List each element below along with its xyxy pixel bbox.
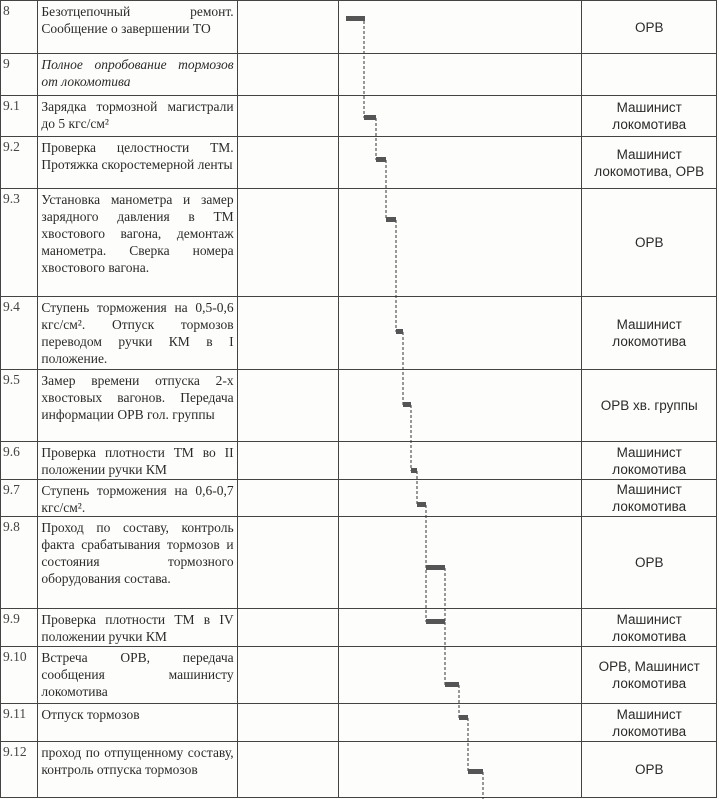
empty-cell [237,704,338,742]
empty-cell [237,742,338,798]
table-row [1,96,717,137]
operation-text: Безотцепочный ремонт. Сообщение о завершении ТО [38,1,237,54]
row-number: 8 [1,1,38,54]
timeline-cell [338,137,582,189]
table-row [1,297,717,370]
operation-text: Встреча ОРВ, передача сообщения машинисту локомотива [38,647,237,704]
operation-text: Полное опробование тормозов от локомотива [38,54,237,96]
responsible-cell: ОРВ, Машинист локомотива [582,647,717,704]
empty-cell [237,480,338,517]
responsible-cell: ОРВ хв. группы [582,370,717,442]
empty-cell [237,96,338,137]
table-row [1,704,717,742]
timeline-cell [338,480,582,517]
responsible-cell: Машинист локомотива [582,704,717,742]
row-number: 9.4 [1,297,38,370]
operation-text: Замер времени отпуска 2-х хвостовых вагонов. Передача информации ОРВ гол. группы [38,370,237,442]
responsible-cell: Машинист локомотива [582,480,717,517]
empty-cell [237,370,338,442]
operation-text: Проверка плотности ТМ в IV положении ручки КМ [38,609,237,647]
table-row [1,609,717,647]
timeline-cell [338,742,582,798]
operation-text: Отпуск тормозов [38,704,237,742]
operation-text: Проход по составу, контроль факта срабатывания тормозов и состояния тормозного оборудования состава. [38,517,237,609]
responsible-cell: Машинист локомотива [582,442,717,480]
row-number: 9.1 [1,96,38,137]
operation-text: Ступень торможения на 0,6-0,7 кгс/см². [38,480,237,517]
responsible-cell: Машинист локомотива [582,609,717,647]
responsible-cell: Машинист локомотива [582,297,717,370]
responsible-cell: Машинист локомотива [582,96,717,137]
responsible-cell: ОРВ [582,1,717,54]
table-row [1,189,717,297]
row-number: 9.12 [1,742,38,798]
responsible-cell: Машинист локомотива, ОРВ [582,137,717,189]
row-number: 9.11 [1,704,38,742]
timeline-cell [338,1,582,54]
row-number: 9.9 [1,609,38,647]
empty-cell [237,1,338,54]
empty-cell [237,609,338,647]
timeline-cell [338,370,582,442]
timeline-cell [338,54,582,96]
responsible-cell: ОРВ [582,189,717,297]
empty-cell [237,137,338,189]
row-number: 9.2 [1,137,38,189]
empty-cell [237,54,338,96]
timeline-cell [338,609,582,647]
operation-text: Проверка целостности ТМ. Протяжка скоростемерной ленты [38,137,237,189]
operation-text: проход по отпущенному составу, контроль отпуска тормозов [38,742,237,798]
timeline-cell [338,517,582,609]
table-row [1,442,717,480]
responsible-cell: ОРВ [582,742,717,798]
timeline-cell [338,647,582,704]
table-row [1,1,717,54]
timeline-cell [338,442,582,480]
table-row [1,647,717,704]
operation-text: Зарядка тормозной магистрали до 5 кгс/см² [38,96,237,137]
empty-cell [237,297,338,370]
row-number: 9.5 [1,370,38,442]
row-number: 9.7 [1,480,38,517]
operation-text: Установка манометра и замер зарядного давления в ТМ хвостового вагона, демонтаж манометра. Сверка номера хвостового вагона. [38,189,237,297]
table-row [1,137,717,189]
empty-cell [237,442,338,480]
table-row [1,480,717,517]
row-number: 9.8 [1,517,38,609]
responsible-cell [582,54,717,96]
operation-text: Проверка плотности ТМ во II положении ручки КМ [38,442,237,480]
timeline-cell [338,297,582,370]
row-number: 9 [1,54,38,96]
table-row [1,370,717,442]
operation-text: Ступень торможения на 0,5-0,6 кгс/см². Отпуск тормозов переводом ручки КМ в I положение. [38,297,237,370]
row-number: 9.3 [1,189,38,297]
timeline-cell [338,704,582,742]
table-row [1,517,717,609]
timeline-cell [338,96,582,137]
empty-cell [237,189,338,297]
empty-cell [237,647,338,704]
table-row [1,742,717,798]
empty-cell [237,517,338,609]
table-row [1,54,717,96]
row-number: 9.10 [1,647,38,704]
row-number: 9.6 [1,442,38,480]
timeline-cell [338,189,582,297]
responsible-cell: ОРВ [582,517,717,609]
